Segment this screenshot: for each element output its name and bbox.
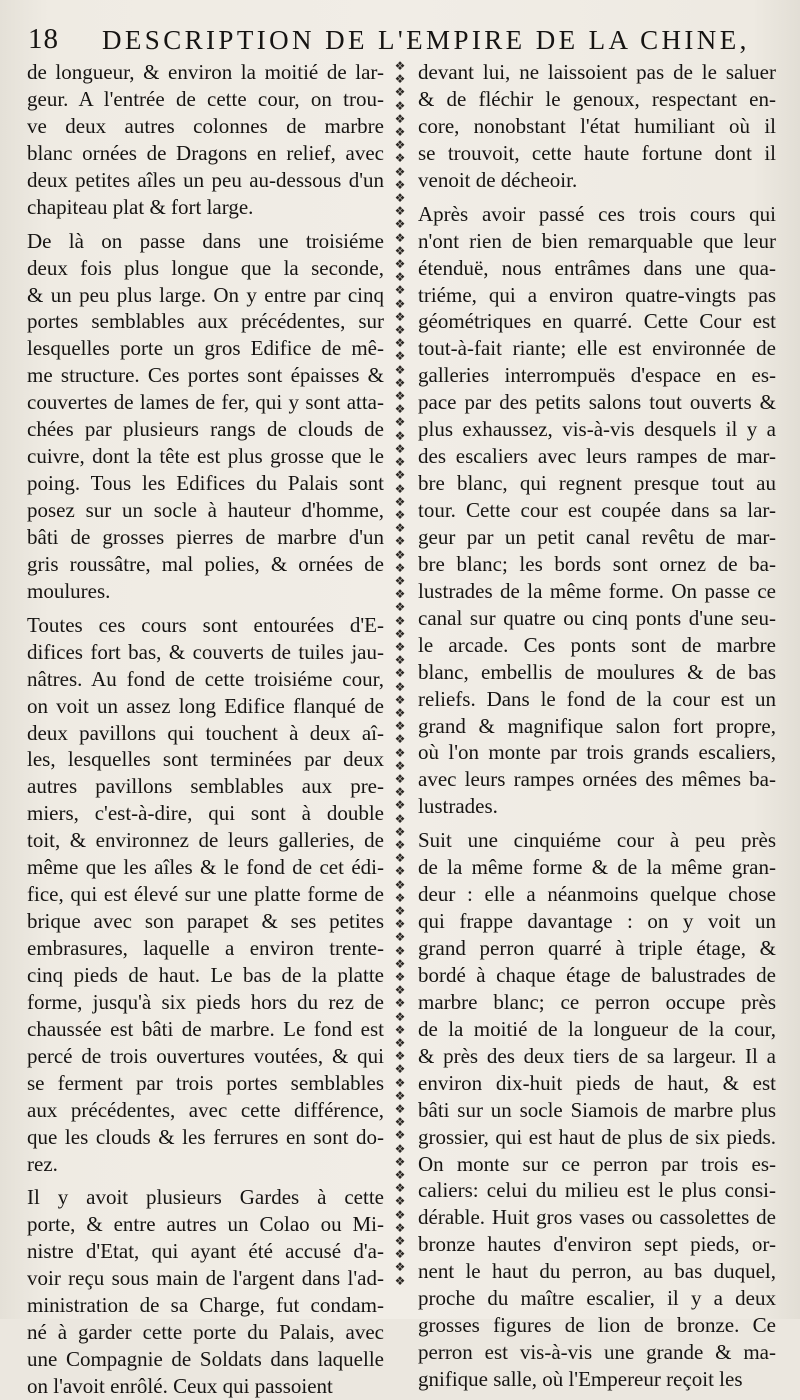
text-line: de la moitié de la longueur de la cour, xyxy=(418,1016,776,1041)
paragraph-gap xyxy=(27,221,384,228)
fleuron-icon: ❖ xyxy=(394,455,406,470)
fleuron-icon: ❖ xyxy=(394,666,406,681)
right-text-column xyxy=(418,59,776,1393)
text-line: proche du maître escalier, il y a deux xyxy=(418,1286,776,1311)
text-line: pace par des petits salons tout ouverts & xyxy=(418,390,776,415)
text-line: deux pavillons qui touchent à deux aî- xyxy=(27,720,384,745)
fleuron-icon: ❖ xyxy=(394,283,406,298)
fleuron-icon: ❖ xyxy=(394,890,406,905)
text-line: étenduë, nous entrâmes dans une qua- xyxy=(418,255,776,280)
fleuron-icon: ❖ xyxy=(394,191,406,206)
text-line: lesquelles porte un gros Edifice de mê- xyxy=(27,336,384,361)
text-line: chées par plusieurs rangs de clouds de xyxy=(27,417,384,442)
fleuron-icon: ❖ xyxy=(394,1141,406,1156)
text-line: rez. xyxy=(27,1151,58,1176)
text-line: galleries interrompuës d'espace en es- xyxy=(418,363,776,388)
text-line: Toutes ces cours sont entourées d'E- xyxy=(27,612,384,637)
column-divider-ornament xyxy=(392,60,408,1286)
text-line: embrasures, laquelle a environ trente- xyxy=(27,936,384,960)
text-line: reliefs. Dans le fond de la cour est un xyxy=(418,686,776,711)
fleuron-icon: ❖ xyxy=(394,904,406,918)
paragraph xyxy=(418,201,776,821)
text-line: core, nonobstant l'état humiliant où il xyxy=(418,113,776,138)
text-line: avec leurs rampes ornées des mêmes ba- xyxy=(418,767,776,792)
paragraph xyxy=(27,228,384,605)
fleuron-icon: ❖ xyxy=(394,177,406,192)
fleuron-icon: ❖ xyxy=(394,851,406,866)
fleuron-icon: ❖ xyxy=(394,1009,406,1024)
text-line: & un peu plus large. On y entre par cinq xyxy=(27,282,384,307)
text-line: tour. Cette cour est coupée dans sa lar- xyxy=(418,498,776,522)
text-line: qui frappe davantage : on y voit un xyxy=(418,909,776,934)
text-line: couvertes de lames de fer, qui y sont atta- xyxy=(27,390,384,415)
text-line: plus exhaussez, vis-à-vis desquels il y a xyxy=(418,417,776,442)
running-title: DESCRIPTION DE L'EMPIRE DE LA CHINE, xyxy=(102,25,750,55)
text-line: & près des deux tiers de sa largeur. Il a xyxy=(418,1043,776,1068)
fleuron-icon: ❖ xyxy=(394,771,406,786)
fleuron-icon: ❖ xyxy=(394,877,406,892)
text-line: n'ont rien de bien remarquable que leur xyxy=(418,228,776,253)
text-line: blanc ornées de Dragons en relief, avec xyxy=(27,140,384,165)
text-line: On monte sur ce perron par trois es- xyxy=(418,1151,776,1176)
fleuron-icon: ❖ xyxy=(394,1194,406,1209)
fleuron-icon: ❖ xyxy=(394,415,406,430)
fleuron-icon: ❖ xyxy=(394,626,406,641)
text-line: poing. Tous les Edifices du Palais sont xyxy=(27,471,384,496)
fleuron-icon: ❖ xyxy=(394,1168,406,1183)
fleuron-icon: ❖ xyxy=(394,1273,406,1286)
fleuron-icon: ❖ xyxy=(394,1260,406,1275)
text-line: triéme, qui a environ quatre-vingts pas xyxy=(418,282,776,307)
text-line: chapiteau plat & fort large. xyxy=(27,194,254,219)
text-line: deux petites aîles un peu au-dessous d'un xyxy=(27,167,384,192)
text-line: gris roussâtre, mal polies, & ornées de xyxy=(27,551,384,576)
fleuron-icon: ❖ xyxy=(394,85,406,100)
fleuron-icon: ❖ xyxy=(394,600,406,615)
fleuron-icon: ❖ xyxy=(394,98,406,113)
text-line: les, lesquelles sont terminées par deux xyxy=(27,747,384,772)
fleuron-icon: ❖ xyxy=(394,930,406,945)
text-line: nistre d'Etat, qui ayant été accusé d'a- xyxy=(27,1239,384,1264)
text-line: le arcade. Ces ponts sont de marbre xyxy=(418,632,776,657)
fleuron-icon: ❖ xyxy=(394,494,406,509)
text-line: De là on passe dans une troisiéme xyxy=(27,228,384,253)
fleuron-icon: ❖ xyxy=(394,1207,406,1222)
fleuron-icon: ❖ xyxy=(394,1128,406,1143)
fleuron-icon: ❖ xyxy=(394,534,406,549)
text-line: grand perron quarré à triple étage, & xyxy=(418,936,776,960)
text-line: tout-à-fait riante; elle est environnée de xyxy=(418,336,776,361)
text-line: bronze hautes d'environ sept pieds, or- xyxy=(418,1232,776,1257)
page-number: 18 xyxy=(28,23,59,55)
fleuron-icon: ❖ xyxy=(394,138,406,153)
text-line: bâti de grosses pierres de marbre d'un xyxy=(27,524,384,549)
fleuron-icon: ❖ xyxy=(394,653,406,668)
text-line: toit, & environnez de leurs galleries, de xyxy=(27,828,384,853)
text-line: cuivre, dont la tête est plus grosse que le xyxy=(27,444,384,469)
fleuron-icon: ❖ xyxy=(394,375,406,390)
fleuron-icon: ❖ xyxy=(394,72,406,87)
text-line: difices fort bas, & couverts de tuiles jau- xyxy=(27,639,384,664)
text-line: & de fléchir le genoux, respectant en- xyxy=(418,86,776,111)
fleuron-icon: ❖ xyxy=(394,336,406,351)
fleuron-icon: ❖ xyxy=(394,573,406,588)
text-line: Suit une cinquiéme cour à peu près xyxy=(418,828,776,853)
fleuron-icon: ❖ xyxy=(394,1036,406,1051)
text-line: portes semblables aux précédentes, sur xyxy=(27,309,384,334)
text-line: dérable. Huit gros vases ou cassolettes de xyxy=(418,1205,776,1230)
fleuron-icon: ❖ xyxy=(394,521,406,536)
fleuron-icon: ❖ xyxy=(394,217,406,232)
text-line: de longueur, & environ la moitié de lar- xyxy=(27,60,384,84)
fleuron-icon: ❖ xyxy=(394,837,406,852)
fleuron-icon: ❖ xyxy=(394,1247,406,1262)
fleuron-icon: ❖ xyxy=(394,243,406,258)
text-line: deur : elle a néanmoins quelque chose xyxy=(418,882,776,907)
text-line: porte, & entre autres un Colao ou Mi- xyxy=(27,1212,384,1237)
fleuron-icon: ❖ xyxy=(394,1022,406,1037)
text-line: des escaliers avec leurs rampes de mar- xyxy=(418,444,776,469)
text-line: bordé à chaque étage de balustrades de xyxy=(418,962,776,987)
fleuron-icon: ❖ xyxy=(394,60,406,73)
fleuron-icon: ❖ xyxy=(394,560,406,575)
text-line: blanc, embellis de moulures & de bas xyxy=(418,659,776,684)
fleuron-icon: ❖ xyxy=(394,1115,406,1130)
text-line: lustrades. xyxy=(418,794,498,819)
text-line: que les clouds & les ferrures en sont do- xyxy=(27,1124,384,1149)
text-line: geur par un petit canal revêtu de mar- xyxy=(418,524,776,549)
fleuron-icon: ❖ xyxy=(394,230,406,245)
fleuron-icon: ❖ xyxy=(394,204,406,219)
fleuron-icon: ❖ xyxy=(394,402,406,417)
text-line: même que les aîles & le fond de cet édi- xyxy=(27,855,384,880)
text-line: caliers: celui du milieu est le plus consi- xyxy=(418,1178,776,1203)
fleuron-icon: ❖ xyxy=(394,917,406,932)
fleuron-icon: ❖ xyxy=(394,639,406,654)
fleuron-icon: ❖ xyxy=(394,164,406,179)
fleuron-icon: ❖ xyxy=(394,679,406,694)
fleuron-icon: ❖ xyxy=(394,587,406,602)
text-line: geur. A l'entrée de cette cour, on trou- xyxy=(27,86,384,111)
text-line: miers, c'est-à-dire, qui sont à double xyxy=(27,801,384,826)
text-line: de la même forme & de la même gran- xyxy=(418,855,776,880)
fleuron-icon: ❖ xyxy=(394,1154,406,1169)
fleuron-icon: ❖ xyxy=(394,257,406,272)
text-line: on voit un assez long Edifice flanqué de xyxy=(27,693,384,718)
fleuron-icon: ❖ xyxy=(394,1062,406,1077)
fleuron-icon: ❖ xyxy=(394,1075,406,1090)
text-line: Il y avoit plusieurs Gardes à cette xyxy=(27,1185,384,1210)
fleuron-icon: ❖ xyxy=(394,732,406,747)
text-line: se trouvoit, cette haute fortune dont il xyxy=(418,140,776,165)
text-line: fice, qui est élevé sur une platte forme de xyxy=(27,882,384,907)
text-line: moulures. xyxy=(27,578,111,603)
fleuron-icon: ❖ xyxy=(394,798,406,813)
fleuron-icon: ❖ xyxy=(394,943,406,958)
text-line: posez sur un socle à hauteur d'homme, xyxy=(27,498,384,522)
text-line: environ dix-huit pieds de haut, & est xyxy=(418,1070,776,1095)
text-line: grossier, qui est haut de plus de six pieds. xyxy=(418,1124,776,1149)
left-text-column xyxy=(27,59,384,1400)
fleuron-icon: ❖ xyxy=(394,362,406,377)
text-line: ve deux autres colonnes de marbre xyxy=(27,113,384,138)
fleuron-icon: ❖ xyxy=(394,824,406,839)
text-line: autres pavillons semblables aux pre- xyxy=(27,774,384,799)
fleuron-icon: ❖ xyxy=(394,547,406,562)
fleuron-icon: ❖ xyxy=(394,441,406,456)
text-line: grand & magnifique salon fort propre, xyxy=(418,713,776,738)
text-line: chaussée est bâti de marbre. Le fond est xyxy=(27,1016,384,1041)
fleuron-icon: ❖ xyxy=(394,151,406,166)
fleuron-icon: ❖ xyxy=(394,864,406,879)
fleuron-icon: ❖ xyxy=(394,785,406,800)
text-line: lustrades de la même forme. On passe ce xyxy=(418,578,776,603)
fleuron-icon: ❖ xyxy=(394,1220,406,1235)
fleuron-icon: ❖ xyxy=(394,692,406,707)
fleuron-icon: ❖ xyxy=(394,428,406,443)
text-line: où l'on monte par trois grands escaliers, xyxy=(418,740,776,765)
text-line: né à garder cette porte du Palais, avec xyxy=(27,1320,384,1345)
paragraph-gap xyxy=(418,194,776,201)
fleuron-icon: ❖ xyxy=(394,309,406,324)
text-line: bâti sur un socle Siamois de marbre plus xyxy=(418,1097,776,1122)
text-line: aux précédentes, avec cette différence, xyxy=(27,1097,384,1122)
fleuron-icon: ❖ xyxy=(394,389,406,404)
text-line: canal sur quatre ou cinq ponts d'une seu- xyxy=(418,605,776,630)
text-line: Après avoir passé ces trois cours qui xyxy=(418,201,776,226)
text-line: bre blanc; les bords sont ornez de ba- xyxy=(418,551,776,576)
fleuron-icon: ❖ xyxy=(394,507,406,522)
fleuron-icon: ❖ xyxy=(394,811,406,826)
fleuron-icon: ❖ xyxy=(394,468,406,483)
fleuron-icon: ❖ xyxy=(394,705,406,720)
fleuron-icon: ❖ xyxy=(394,349,406,364)
text-line: se ferment par trois portes semblables xyxy=(27,1070,384,1095)
fleuron-icon: ❖ xyxy=(394,983,406,998)
text-line: me structure. Ces portes sont épaisses & xyxy=(27,363,384,388)
fleuron-icon: ❖ xyxy=(394,111,406,126)
text-line: gnifique salle, où l'Empereur reçoit les xyxy=(418,1367,743,1391)
fleuron-icon: ❖ xyxy=(394,745,406,760)
text-line: on l'avoit enrôlé. Ceux qui passoient xyxy=(27,1374,333,1398)
text-line: nâtres. Au fond de cette troisiéme cour, xyxy=(27,666,384,691)
text-line: venoit de décheoir. xyxy=(418,167,578,192)
text-line: nent le haut du perron, au bas duquel, xyxy=(418,1259,776,1284)
fleuron-icon: ❖ xyxy=(394,323,406,338)
fleuron-icon: ❖ xyxy=(394,1088,406,1103)
fleuron-icon: ❖ xyxy=(394,956,406,971)
fleuron-icon: ❖ xyxy=(394,996,406,1011)
paragraph xyxy=(27,612,384,1178)
text-line: ministration de sa Charge, fut condam- xyxy=(27,1293,384,1318)
fleuron-icon: ❖ xyxy=(394,125,406,140)
paragraph-gap xyxy=(27,605,384,612)
paragraph-gap xyxy=(418,820,776,827)
paragraph xyxy=(418,827,776,1393)
fleuron-icon: ❖ xyxy=(394,758,406,773)
text-line: bre blanc, qui regnent presque tout au xyxy=(418,471,776,496)
paragraph xyxy=(27,1184,384,1400)
paragraph xyxy=(27,59,384,221)
text-line: forme, jusqu'à six pieds hors du rez de xyxy=(27,989,384,1014)
text-line: géométriques en quarré. Cette Cour est xyxy=(418,309,776,334)
text-line: marbre blanc; ce perron occupe près xyxy=(418,989,776,1014)
text-line: voir reçu sous main de l'argent dans l'ad- xyxy=(27,1266,384,1291)
text-line: une Compagnie de Soldats dans laquelle xyxy=(27,1347,384,1372)
text-line: brique avec son parapet & ses petites xyxy=(27,909,384,934)
text-line: deux fois plus longue que la seconde, xyxy=(27,255,384,280)
fleuron-icon: ❖ xyxy=(394,1181,406,1196)
fleuron-icon: ❖ xyxy=(394,1049,406,1064)
text-line: cinq pieds de haut. Le bas de la platte xyxy=(27,962,384,987)
fleuron-icon: ❖ xyxy=(394,270,406,285)
text-line: percé de trois ouvertures voutées, & qui xyxy=(27,1043,384,1068)
text-line: perron est vis-à-vis une grande & ma- xyxy=(418,1340,776,1365)
fleuron-icon: ❖ xyxy=(394,296,406,311)
paragraph-gap xyxy=(27,1177,384,1184)
text-line: grosses figures de lion de bronze. Ce xyxy=(418,1313,776,1338)
fleuron-icon: ❖ xyxy=(394,481,406,496)
fleuron-icon: ❖ xyxy=(394,613,406,628)
page-header xyxy=(20,22,790,56)
text-line: devant lui, ne laissoient pas de le saluer xyxy=(418,60,776,84)
paragraph xyxy=(418,59,776,194)
fleuron-icon: ❖ xyxy=(394,970,406,985)
fleuron-icon: ❖ xyxy=(394,1102,406,1117)
fleuron-icon: ❖ xyxy=(394,1234,406,1249)
fleuron-icon: ❖ xyxy=(394,719,406,734)
